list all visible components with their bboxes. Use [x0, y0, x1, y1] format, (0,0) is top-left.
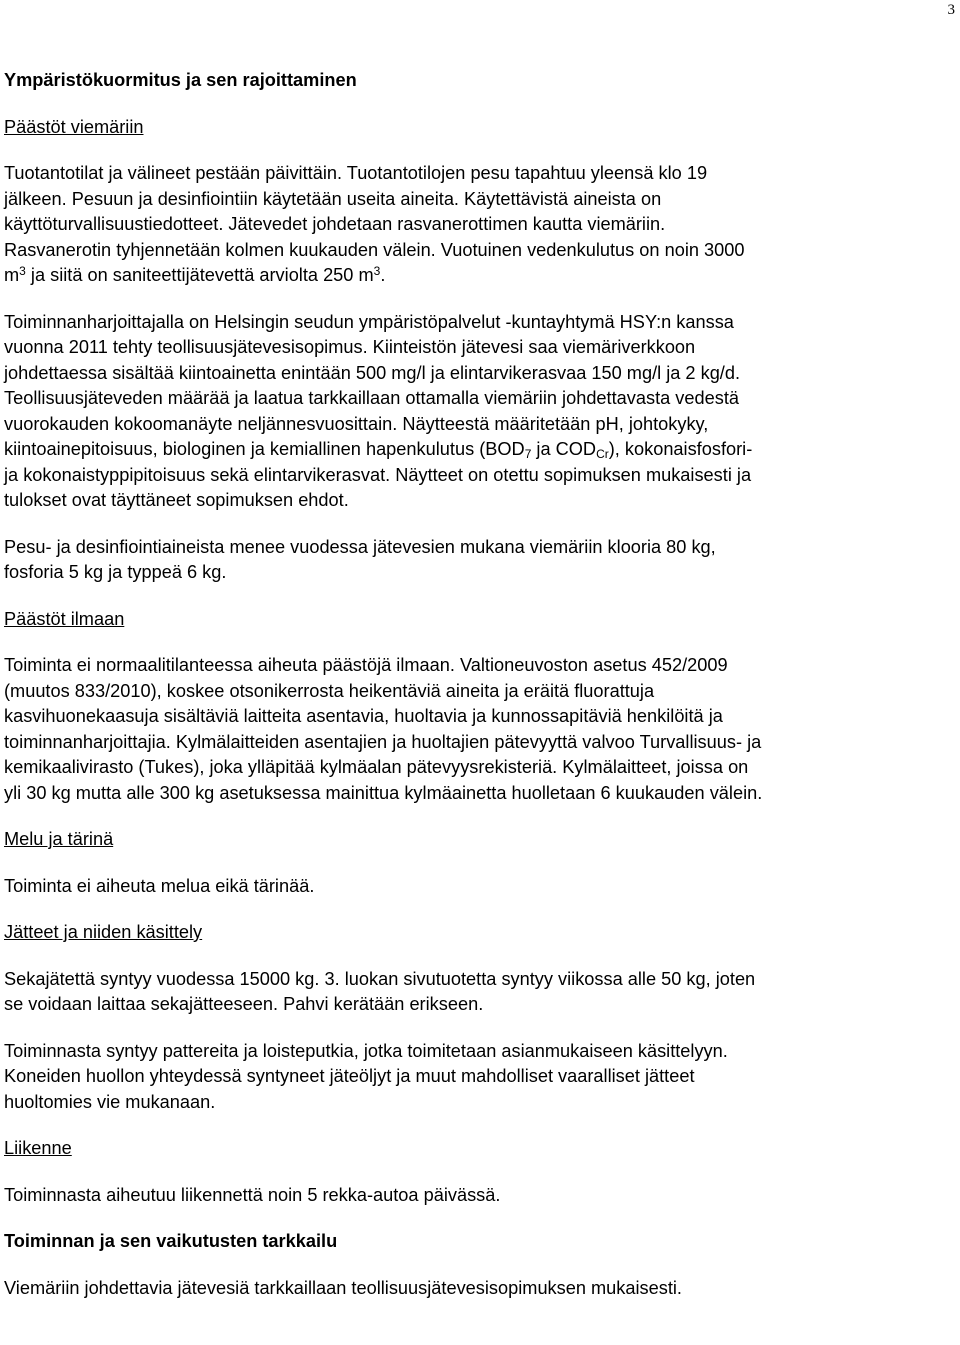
paragraph-wastewater-agreement: [4, 310, 944, 514]
text-line: jälkeen. Pesuun ja desinfiointiin käytetään useita aineita. Käytettävistä aineista on: [4, 188, 662, 209]
text-line: ja kokonaistyppipitoisuus sekä elintarvikerasvat. Näytteet on otettu sopimuksen mukaisesti ja: [4, 464, 752, 485]
text-line: Teollisuusjäteveden määrää ja laatua tarkkaillaan ottamalla viemäriin johdettavasta vedestä: [4, 388, 739, 408]
text-fragment: m: [4, 265, 20, 285]
text-line: toiminnanharjoittajia. Kylmälaitteiden asentajien ja huoltajien pätevyyttä valvoo Turvallisuus- ja: [4, 731, 762, 752]
document-title: Ympäristökuormitus ja sen rajoittaminen: [4, 70, 357, 90]
paragraph-waste: [4, 967, 944, 1018]
heading-noise: Melu ja tärinä: [4, 829, 114, 849]
text-line: Tuotantotilat ja välineet pestään päivittäin. Tuotantotilojen pesu tapahtuu yleensä klo 19: [4, 163, 708, 183]
heading-traffic: Liikenne: [4, 1138, 72, 1158]
text-line: johdettaessa sisältää kiintoainetta enintään 500 mg/l ja elintarvikerasvaa 150 mg/l ja 2 kg/d.: [4, 362, 741, 383]
text-line: [4, 437, 944, 463]
text-line: yli 30 kg mutta alle 300 kg asetuksessa mainittua kylmäainetta huolletaan 6 kuukauden välein.: [4, 782, 763, 803]
page-number: 3: [947, 2, 955, 18]
superscript: 3: [19, 264, 26, 278]
text-fragment: ja COD: [531, 439, 597, 459]
paragraph-detergents: [4, 535, 944, 586]
paragraph-traffic: Toiminnasta aiheutuu liikennettä noin 5 rekka-autoa päivässä.: [4, 1184, 501, 1205]
text-line: Rasvanerotin tyhjennetään kolmen kuukauden välein. Vuotuinen vedenkulutus on noin 3000: [4, 239, 745, 260]
paragraph-monitoring: Viemäriin johdettavia jätevesiä tarkkaillaan teollisuusjätevesisopimuksen mukaisesti.: [4, 1277, 682, 1298]
text-line: Toiminta ei normaalitilanteessa aiheuta päästöjä ilmaan. Valtioneuvoston asetus 452/2009: [4, 655, 728, 675]
document-body: [4, 68, 944, 1301]
text-line: se voidaan laittaa sekajätteeseen. Pahvi kerätään erikseen.: [4, 994, 484, 1014]
text-line: tulokset ovat täyttäneet sopimuksen ehdot.: [4, 490, 349, 510]
text-line: [4, 263, 944, 289]
subscript: Cr: [596, 447, 609, 461]
paragraph-noise: Toiminta ei aiheuta melua eikä tärinää.: [4, 875, 315, 896]
text-line: käyttöturvallisuustiedotteet. Jätevedet johdetaan rasvanerottimen kautta viemäriin.: [4, 214, 666, 234]
text-line: Sekajätettä syntyy vuodessa 15000 kg. 3. luokan sivutuotetta syntyy viikossa alle 50 kg, joten: [4, 968, 756, 989]
text-line: Pesu- ja desinfiointiaineista menee vuodessa jätevesien mukana viemäriin klooria 80 kg,: [4, 536, 716, 557]
paragraph-hazardous-waste: [4, 1039, 944, 1116]
heading-waste: Jätteet ja niiden käsittely: [4, 922, 203, 942]
subscript: 7: [524, 447, 532, 461]
text-line: huoltomies vie mukanaan.: [4, 1091, 216, 1112]
text-line: (muutos 833/2010), koskee otsonikerrosta heikentäviä aineita ja eräitä fluorattuja: [4, 680, 655, 701]
heading-air-emissions: Päästöt ilmaan: [4, 608, 125, 629]
paragraph-air: [4, 653, 944, 806]
text-line: vuonna 2011 tehty teollisuusjätevesisopimus. Kiinteistön jätevesi saa viemäriverkkoon: [4, 337, 696, 357]
text-line: kasvihuonekaasuja sisältäviä laitteita asentavia, huoltavia ja kunnossapitäviä henkilöitä ja: [4, 706, 723, 726]
paragraph-washing: [4, 161, 944, 289]
heading-monitoring: Toiminnan ja sen vaikutusten tarkkailu: [4, 1231, 338, 1251]
text-fragment: ), kokonaisfosfori-: [608, 439, 753, 459]
text-line: Toiminnasta syntyy pattereita ja loisteputkia, jotka toimitetaan asianmukaiseen käsittelyyn.: [4, 1040, 728, 1061]
text-line: kemikaalivirasto (Tukes), joka ylläpitää kylmäalan pätevyysrekisteriä. Kylmälaitteet, joissa on: [4, 757, 749, 777]
text-line: vuorokauden kokoomanäyte neljännesvuosittain. Näytteestä määritetään pH, johtokyky,: [4, 413, 709, 434]
text-fragment: kiintoainepitoisuus, biologinen ja kemiallinen hapenkulutus (BOD: [4, 439, 525, 459]
text-line: Koneiden huollon yhteydessä syntyneet jäteöljyt ja muut mahdolliset vaaralliset jätteet: [4, 1066, 695, 1086]
text-fragment: .: [380, 265, 386, 285]
heading-sewer-emissions: Päästöt viemäriin: [4, 116, 144, 137]
text-fragment: ja siitä on saniteettijätevettä arviolta 250 m: [25, 265, 374, 285]
text-line: fosforia 5 kg ja typpeä 6 kg.: [4, 562, 227, 582]
text-line: Toiminnanharjoittajalla on Helsingin seudun ympäristöpalvelut -kuntayhtymä HSY:n kanssa: [4, 311, 734, 332]
superscript: 3: [373, 264, 381, 278]
